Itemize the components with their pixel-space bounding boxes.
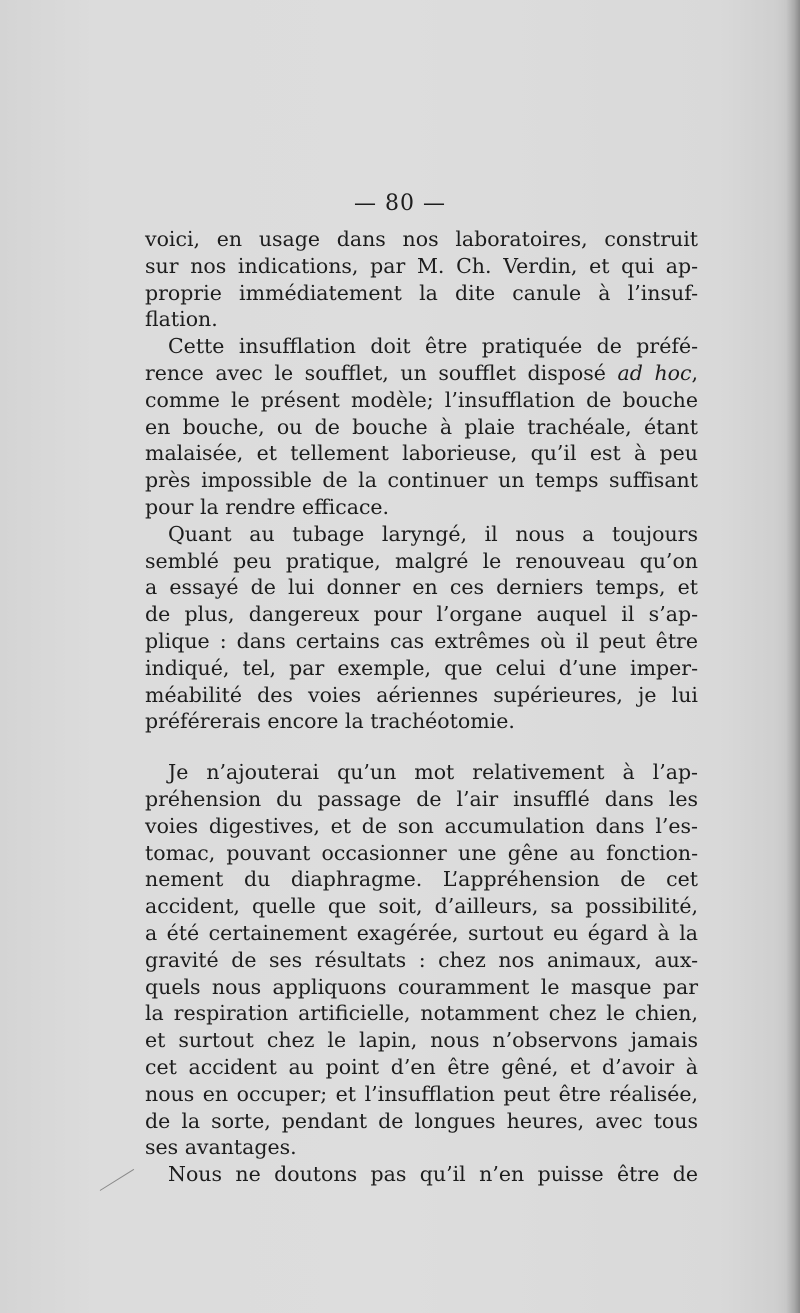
text-line: ses avantages.: [145, 1135, 297, 1160]
text-line: cet accident au point d’en être gêné, et d’avoir à: [145, 1054, 698, 1079]
text-line: rence avec le soufflet, un soufflet disposé ad hoc,: [145, 360, 698, 385]
text-line: nous en occuper; et l’insufflation peut être réalisée,: [145, 1081, 698, 1106]
page-number: — 80 —: [354, 191, 446, 216]
text-line: la respiration artificielle, notamment chez le chien,: [145, 1001, 698, 1026]
text-line: préférerais encore la trachéotomie.: [145, 709, 515, 734]
text-line: flation.: [145, 307, 218, 332]
text-line: proprie immédiatement la dite canule à l’insuf-: [145, 280, 698, 305]
text-line: sur nos indications, par M. Ch. Verdin, et qui ap-: [145, 253, 698, 278]
text-line: accident, quelle que soit, d’ailleurs, sa possibilité,: [145, 894, 698, 919]
text-line: en bouche, ou de bouche à plaie trachéale, étant: [145, 414, 698, 439]
text-line: Cette insufflation doit être pratiquée de préfé-: [168, 334, 698, 359]
text-line: comme le présent modèle; l’insufflation de bouche: [145, 387, 698, 412]
text-line: malaisée, et tellement laborieuse, qu’il est à peu: [145, 441, 698, 466]
text-line: nement du diaphragme. L’appréhension de cet: [145, 867, 698, 892]
text-line: de plus, dangereux pour l’organe auquel il s’ap-: [145, 602, 698, 627]
text-line: a essayé de lui donner en ces derniers temps, et: [145, 575, 698, 600]
text-line: semblé peu pratique, malgré le renouveau qu’on: [145, 548, 698, 573]
text-line: préhension du passage de l’air insufflé dans les: [145, 786, 698, 811]
text-line: a été certainement exagérée, surtout eu égard à la: [145, 920, 698, 945]
text-line: près impossible de la continuer un temps suffisant: [145, 468, 698, 493]
text-line: et surtout chez le lapin, nous n’observons jamais: [145, 1028, 698, 1053]
text-line: de la sorte, pendant de longues heures, avec tous: [145, 1108, 698, 1133]
text-line: gravité de ses résultats : chez nos animaux, aux-: [145, 947, 698, 972]
paper-scratch-mark: [100, 1169, 134, 1191]
text-line: quels nous appliquons couramment le masque par: [145, 974, 698, 999]
text-line: plique : dans certains cas extrêmes où il peut être: [145, 628, 698, 653]
text-line: Nous ne doutons pas qu’il n’en puisse être de: [168, 1162, 698, 1187]
text-line: pour la rendre efficace.: [145, 494, 390, 519]
text-line: méabilité des voies aériennes supérieures, je lui: [145, 682, 698, 707]
body-text: [145, 226, 698, 1188]
text-line: Je n’ajouterai qu’un mot relativement à l’ap-: [168, 760, 698, 785]
text-line: voici, en usage dans nos laboratoires, construit: [145, 227, 698, 251]
text-line: Quant au tubage laryngé, il nous a toujours: [168, 521, 698, 546]
paragraph-gap: [145, 735, 698, 759]
text-line: tomac, pouvant occasionner une gêne au fonction-: [145, 840, 698, 865]
text-line: voies digestives, et de son accumulation dans l’es-: [145, 813, 698, 838]
text-line: indiqué, tel, par exemple, que celui d’une imper-: [145, 655, 698, 680]
